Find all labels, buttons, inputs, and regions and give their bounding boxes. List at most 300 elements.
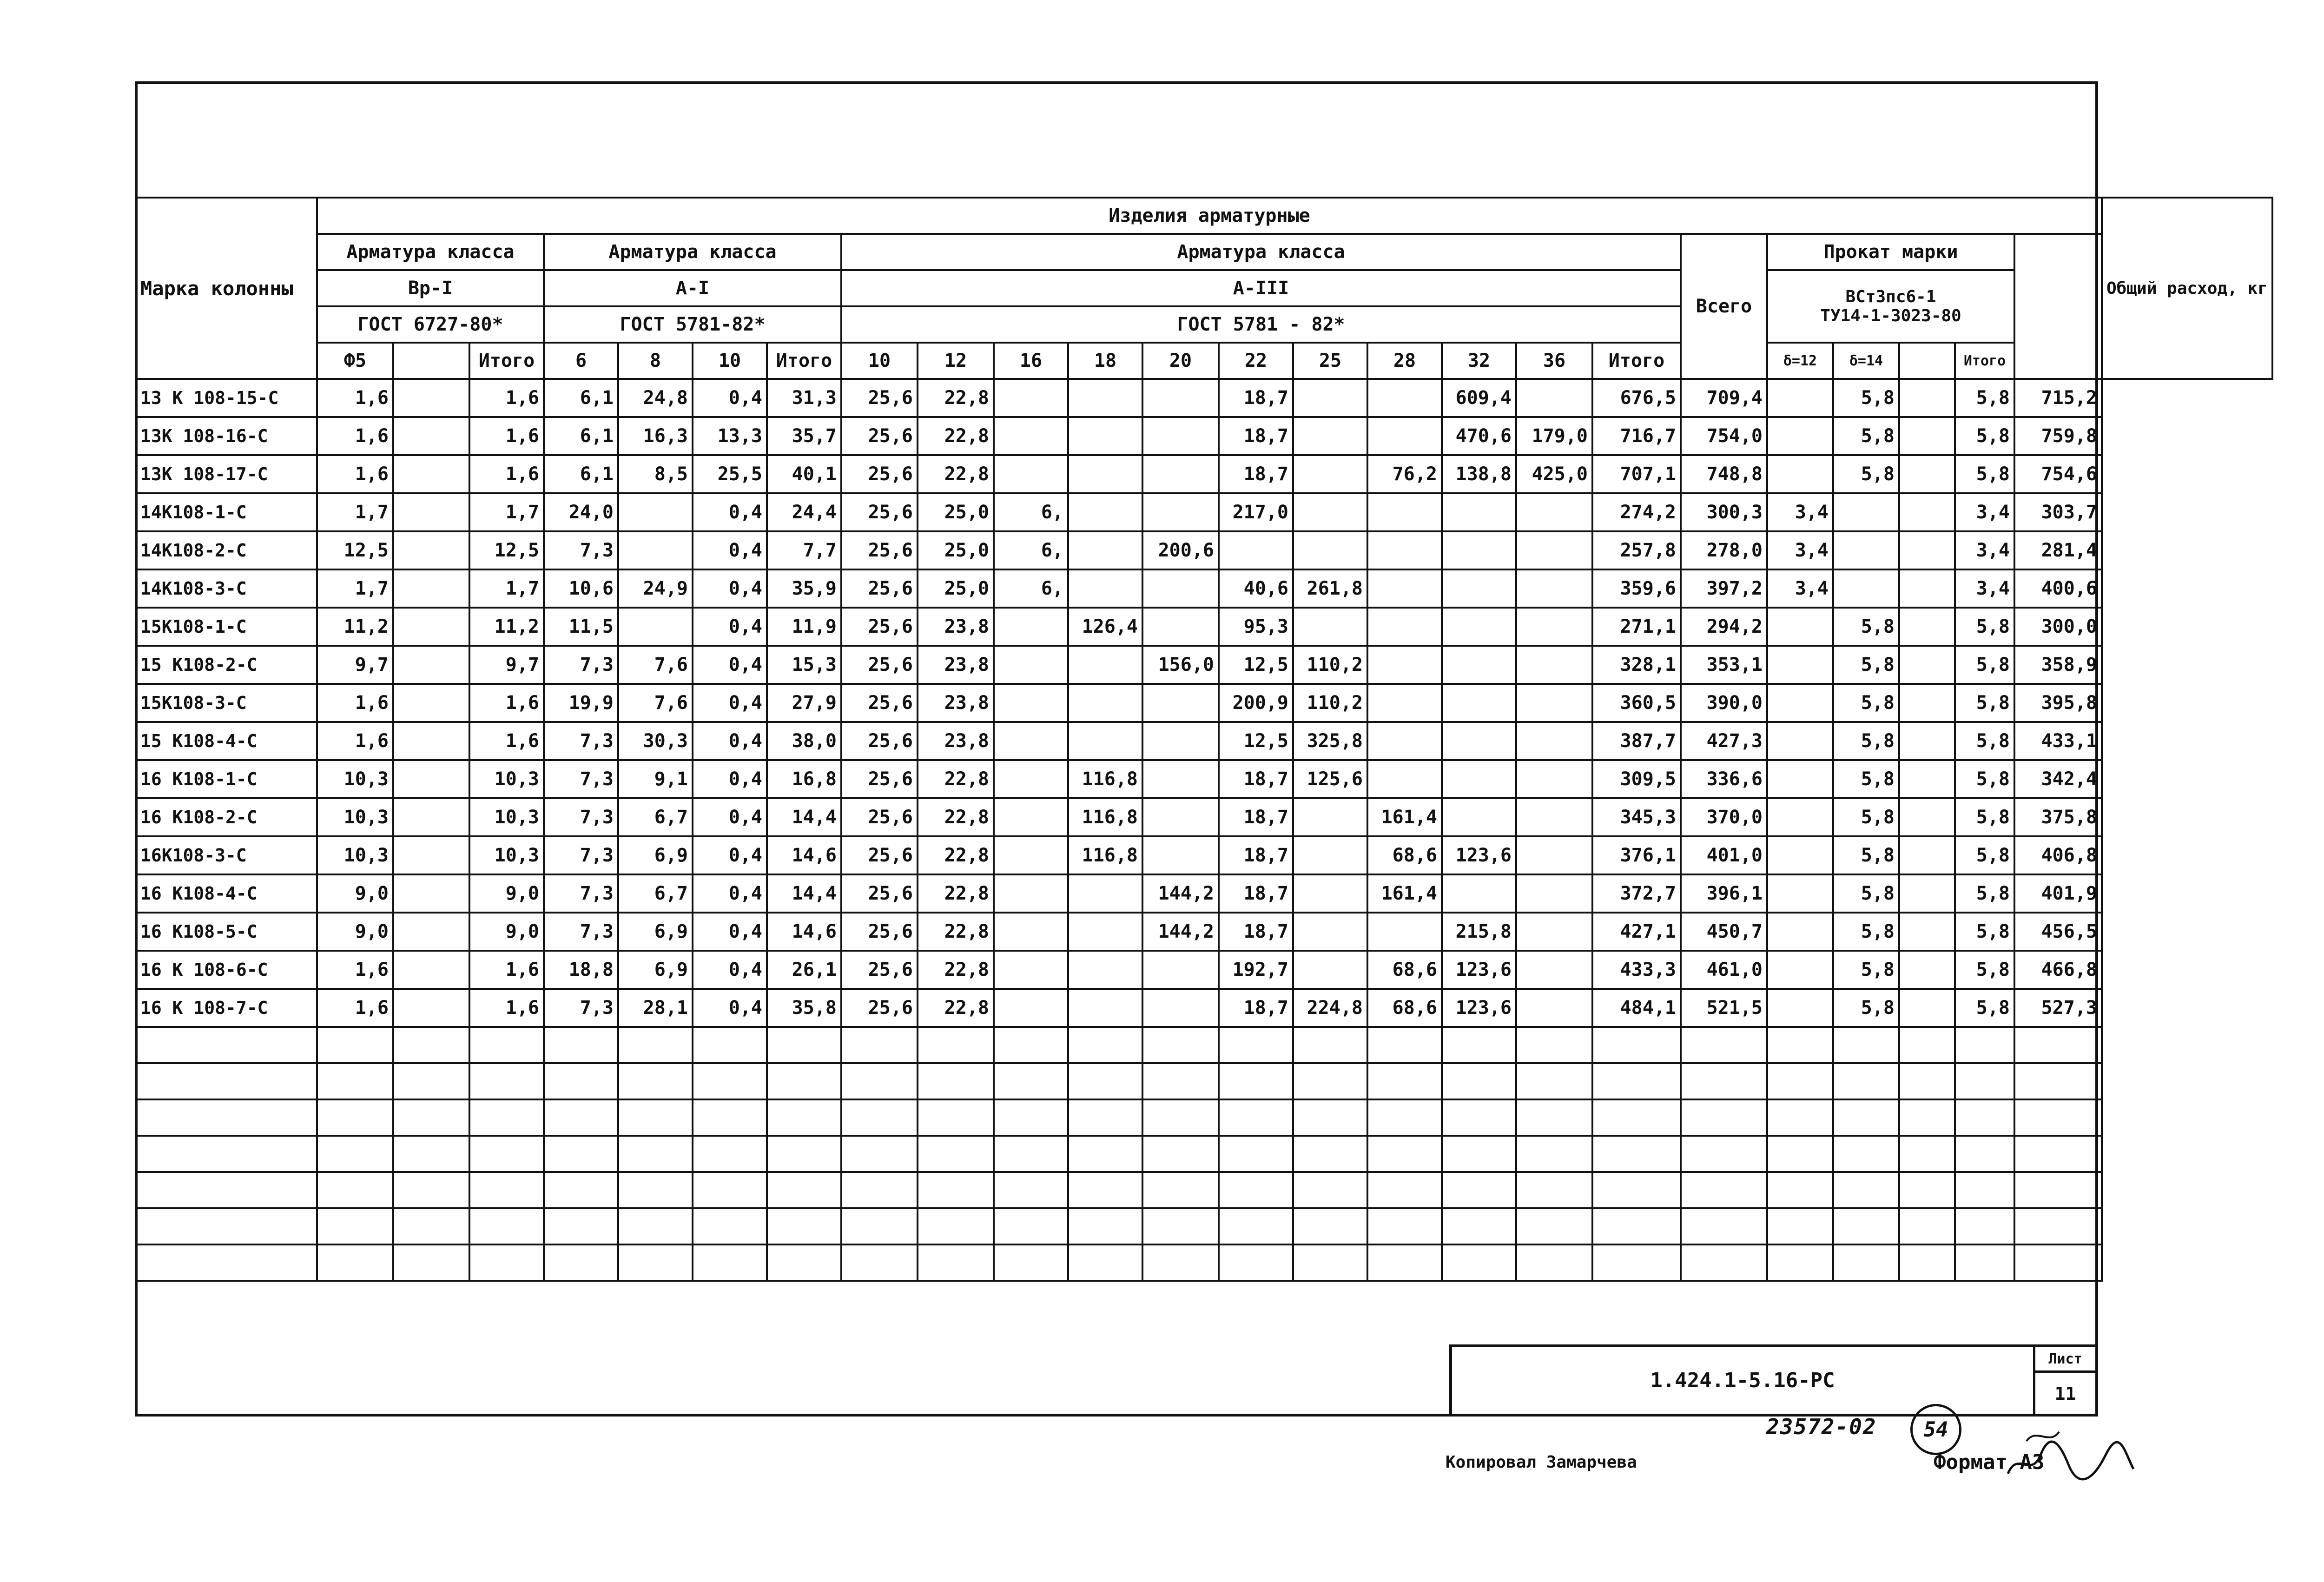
empty-cell <box>1367 1244 1442 1281</box>
value-cell: 6,7 <box>618 874 693 913</box>
value-cell: 401,0 <box>1681 836 1767 874</box>
value-cell: 9,0 <box>469 874 544 913</box>
value-cell: 6,1 <box>544 455 618 493</box>
table-row <box>136 989 2272 1027</box>
empty-cell <box>1367 1099 1442 1136</box>
value-cell: 10,3 <box>317 836 393 874</box>
group-prokat-spec <box>1767 270 2014 343</box>
value-cell <box>1142 417 1219 455</box>
value-cell <box>1293 379 1367 417</box>
value-cell <box>1767 608 1833 646</box>
empty-cell <box>618 1063 693 1099</box>
empty-cell <box>918 1208 994 1244</box>
value-cell: 161,4 <box>1367 874 1442 913</box>
value-cell: 22,8 <box>918 989 994 1027</box>
empty-cell <box>1442 1172 1516 1208</box>
value-cell <box>1219 531 1293 569</box>
empty-cell <box>2014 1063 2102 1099</box>
empty-cell <box>1367 1136 1442 1172</box>
value-cell: 5,8 <box>1955 646 2014 684</box>
value-cell <box>1516 684 1592 722</box>
value-cell: 22,8 <box>918 417 994 455</box>
empty-cell <box>1219 1063 1293 1099</box>
value-cell: 12,5 <box>1219 646 1293 684</box>
value-cell: 5,8 <box>1833 417 1899 455</box>
value-cell <box>1068 951 1142 989</box>
group-vr1-title: Арматура класса <box>317 234 544 270</box>
value-cell <box>1767 379 1833 417</box>
column-mark-cell: 16 К 108-6-С <box>136 951 317 989</box>
empty-cell <box>1592 1208 1681 1244</box>
empty-cell <box>1681 1208 1767 1244</box>
subheader-cell: 25 <box>1293 343 1367 379</box>
value-cell: 300,3 <box>1681 493 1767 531</box>
empty-cell <box>136 1136 317 1172</box>
empty-row <box>136 1172 2272 1208</box>
value-cell <box>1899 646 1955 684</box>
value-cell <box>393 646 469 684</box>
value-cell <box>1516 760 1592 798</box>
value-cell: 14,4 <box>767 874 841 913</box>
value-cell: 3,4 <box>1955 493 2014 531</box>
value-cell: 200,6 <box>1142 531 1219 569</box>
subheader-cell <box>1899 343 1955 379</box>
value-cell <box>994 951 1068 989</box>
value-cell <box>1068 531 1142 569</box>
value-cell <box>1142 836 1219 874</box>
value-cell: 325,8 <box>1293 722 1367 760</box>
value-cell <box>994 836 1068 874</box>
empty-cell <box>2014 1027 2102 1063</box>
empty-cell <box>1142 1027 1219 1063</box>
empty-cell <box>1367 1027 1442 1063</box>
value-cell: 0,4 <box>693 646 767 684</box>
value-cell: 25,6 <box>841 874 918 913</box>
empty-cell <box>1681 1172 1767 1208</box>
value-cell: 456,5 <box>2014 913 2102 951</box>
value-cell: 676,5 <box>1592 379 1681 417</box>
value-cell: 0,4 <box>693 874 767 913</box>
value-cell: 13,3 <box>693 417 767 455</box>
value-cell: 23,8 <box>918 608 994 646</box>
value-cell <box>1899 989 1955 1027</box>
value-cell <box>1442 874 1516 913</box>
group-vr1-class: Вр-I <box>317 270 544 306</box>
value-cell: 11,2 <box>469 608 544 646</box>
value-cell <box>1516 646 1592 684</box>
value-cell: 5,8 <box>1955 684 2014 722</box>
value-cell <box>1516 874 1592 913</box>
value-cell: 6,7 <box>618 798 693 836</box>
value-cell: 6, <box>994 569 1068 608</box>
value-cell: 1,6 <box>469 989 544 1027</box>
value-cell <box>1833 493 1899 531</box>
column-mark-cell: 13 К 108-15-С <box>136 379 317 417</box>
value-cell: 192,7 <box>1219 951 1293 989</box>
value-cell <box>1367 493 1442 531</box>
value-cell: 3,4 <box>1955 569 2014 608</box>
value-cell: 22,8 <box>918 455 994 493</box>
value-cell <box>1833 531 1899 569</box>
empty-cell <box>1899 1208 1955 1244</box>
empty-cell <box>1219 1027 1293 1063</box>
value-cell: 1,6 <box>317 989 393 1027</box>
value-cell: 110,2 <box>1293 684 1367 722</box>
value-cell: 14,6 <box>767 836 841 874</box>
value-cell: 5,8 <box>1833 760 1899 798</box>
empty-cell <box>1767 1063 1833 1099</box>
value-cell: 28,1 <box>618 989 693 1027</box>
value-cell <box>1899 913 1955 951</box>
page-number-circle: 54 <box>1910 1404 1961 1455</box>
value-cell: 466,8 <box>2014 951 2102 989</box>
handwritten-signature <box>1999 1423 2138 1488</box>
value-cell <box>1367 417 1442 455</box>
value-cell: 5,8 <box>1955 874 2014 913</box>
value-cell: 11,9 <box>767 608 841 646</box>
value-cell: 10,3 <box>469 798 544 836</box>
empty-cell <box>1833 1027 1899 1063</box>
empty-row <box>136 1244 2272 1281</box>
value-cell: 1,6 <box>469 455 544 493</box>
subheader-cell: 28 <box>1367 343 1442 379</box>
value-cell: 278,0 <box>1681 531 1767 569</box>
value-cell: 9,0 <box>317 874 393 913</box>
value-cell <box>393 455 469 493</box>
empty-cell <box>1767 1172 1833 1208</box>
value-cell: 116,8 <box>1068 760 1142 798</box>
empty-cell <box>544 1244 618 1281</box>
value-cell <box>994 646 1068 684</box>
value-cell <box>393 913 469 951</box>
value-cell: 10,3 <box>317 760 393 798</box>
empty-cell <box>994 1027 1068 1063</box>
value-cell <box>393 798 469 836</box>
value-cell: 68,6 <box>1367 951 1442 989</box>
value-cell <box>1767 684 1833 722</box>
value-cell: 126,4 <box>1068 608 1142 646</box>
value-cell: 1,6 <box>317 455 393 493</box>
value-cell <box>393 684 469 722</box>
value-cell: 294,2 <box>1681 608 1767 646</box>
value-cell: 5,8 <box>1955 455 2014 493</box>
empty-cell <box>1142 1099 1219 1136</box>
empty-cell <box>841 1244 918 1281</box>
value-cell <box>1767 989 1833 1027</box>
value-cell: 5,8 <box>1833 722 1899 760</box>
empty-cell <box>1592 1099 1681 1136</box>
value-cell: 0,4 <box>693 836 767 874</box>
empty-cell <box>1442 1244 1516 1281</box>
value-cell: 22,8 <box>918 913 994 951</box>
value-cell: 5,8 <box>1955 913 2014 951</box>
value-cell: 110,2 <box>1293 646 1367 684</box>
value-cell: 9,0 <box>469 913 544 951</box>
value-cell <box>1899 455 1955 493</box>
value-cell: 1,6 <box>317 951 393 989</box>
value-cell: 23,8 <box>918 684 994 722</box>
value-cell: 25,6 <box>841 455 918 493</box>
value-cell <box>1899 951 1955 989</box>
value-cell: 25,0 <box>918 493 994 531</box>
empty-cell <box>1899 1099 1955 1136</box>
empty-cell <box>1899 1172 1955 1208</box>
value-cell <box>1142 569 1219 608</box>
sheet-number: 11 <box>2054 1383 2076 1404</box>
empty-cell <box>767 1208 841 1244</box>
value-cell: 30,3 <box>618 722 693 760</box>
value-cell: 6, <box>994 531 1068 569</box>
empty-cell <box>618 1027 693 1063</box>
empty-cell <box>918 1027 994 1063</box>
empty-cell <box>1442 1099 1516 1136</box>
empty-cell <box>544 1027 618 1063</box>
empty-cell <box>1293 1099 1367 1136</box>
value-cell: 5,8 <box>1833 646 1899 684</box>
value-cell <box>1068 455 1142 493</box>
value-cell <box>1367 722 1442 760</box>
value-cell: 38,0 <box>767 722 841 760</box>
empty-cell <box>1367 1208 1442 1244</box>
value-cell: 360,5 <box>1592 684 1681 722</box>
value-cell: 24,9 <box>618 569 693 608</box>
value-cell: 161,4 <box>1367 798 1442 836</box>
value-cell: 1,7 <box>317 493 393 531</box>
value-cell: 12,5 <box>1219 722 1293 760</box>
value-cell <box>1442 684 1516 722</box>
value-cell: 25,6 <box>841 531 918 569</box>
value-cell <box>1367 646 1442 684</box>
value-cell: 144,2 <box>1142 913 1219 951</box>
subheader-cell: δ=12 <box>1767 343 1833 379</box>
value-cell <box>393 493 469 531</box>
value-cell <box>1068 493 1142 531</box>
table-row <box>136 569 2272 608</box>
empty-cell <box>1293 1027 1367 1063</box>
empty-cell <box>393 1208 469 1244</box>
value-cell <box>1899 836 1955 874</box>
column-mark-cell: 15 К108-2-С <box>136 646 317 684</box>
value-cell: 10,3 <box>317 798 393 836</box>
value-cell: 138,8 <box>1442 455 1516 493</box>
value-cell: 300,0 <box>2014 608 2102 646</box>
empty-cell <box>1142 1063 1219 1099</box>
value-cell: 7,3 <box>544 646 618 684</box>
empty-cell <box>393 1027 469 1063</box>
empty-cell <box>767 1027 841 1063</box>
empty-cell <box>1955 1244 2014 1281</box>
empty-cell <box>767 1099 841 1136</box>
value-cell <box>1293 493 1367 531</box>
value-cell <box>994 379 1068 417</box>
empty-cell <box>994 1172 1068 1208</box>
value-cell: 200,9 <box>1219 684 1293 722</box>
value-cell <box>1068 417 1142 455</box>
value-cell <box>994 608 1068 646</box>
empty-cell <box>1219 1172 1293 1208</box>
value-cell <box>618 608 693 646</box>
empty-cell <box>1142 1244 1219 1281</box>
value-cell: 3,4 <box>1767 493 1833 531</box>
value-cell <box>1293 417 1367 455</box>
value-cell: 427,1 <box>1592 913 1681 951</box>
empty-cell <box>1899 1027 1955 1063</box>
empty-cell <box>918 1136 994 1172</box>
value-cell: 14,6 <box>767 913 841 951</box>
value-cell: 123,6 <box>1442 989 1516 1027</box>
value-cell <box>1767 836 1833 874</box>
empty-cell <box>136 1099 317 1136</box>
empty-cell <box>693 1136 767 1172</box>
value-cell: 5,8 <box>1833 836 1899 874</box>
value-cell: 754,0 <box>1681 417 1767 455</box>
empty-cell <box>1068 1099 1142 1136</box>
value-cell: 10,3 <box>469 836 544 874</box>
value-cell <box>1767 417 1833 455</box>
empty-cell <box>136 1244 317 1281</box>
value-cell <box>1516 798 1592 836</box>
value-cell <box>994 722 1068 760</box>
value-cell: 709,4 <box>1681 379 1767 417</box>
empty-cell <box>1592 1136 1681 1172</box>
empty-cell <box>1592 1027 1681 1063</box>
value-cell: 16,3 <box>618 417 693 455</box>
value-cell: 35,9 <box>767 569 841 608</box>
value-cell <box>1293 608 1367 646</box>
value-cell: 217,0 <box>1219 493 1293 531</box>
empty-cell <box>841 1063 918 1099</box>
value-cell: 68,6 <box>1367 836 1442 874</box>
value-cell <box>1767 455 1833 493</box>
prokat-tu: ТУ14-1-3023-80 <box>1820 306 1961 325</box>
empty-cell <box>1516 1172 1592 1208</box>
value-cell <box>1293 874 1367 913</box>
value-cell <box>1442 569 1516 608</box>
table-row <box>136 874 2272 913</box>
value-cell: 25,6 <box>841 569 918 608</box>
value-cell: 400,6 <box>2014 569 2102 608</box>
value-cell: 396,1 <box>1681 874 1767 913</box>
value-cell: 7,3 <box>544 798 618 836</box>
value-cell: 433,1 <box>2014 722 2102 760</box>
empty-cell <box>767 1063 841 1099</box>
subheader-cell: Итого <box>767 343 841 379</box>
value-cell: 3,4 <box>1767 569 1833 608</box>
value-cell: 18,7 <box>1219 836 1293 874</box>
table-row <box>136 531 2272 569</box>
value-cell <box>1899 569 1955 608</box>
empty-cell <box>994 1244 1068 1281</box>
table-row <box>136 684 2272 722</box>
value-cell <box>1142 608 1219 646</box>
value-cell: 5,8 <box>1955 722 2014 760</box>
value-cell: 376,1 <box>1592 836 1681 874</box>
value-cell <box>393 569 469 608</box>
value-cell: 179,0 <box>1516 417 1592 455</box>
empty-cell <box>1833 1208 1899 1244</box>
value-cell <box>1442 493 1516 531</box>
value-cell: 5,8 <box>1833 798 1899 836</box>
empty-cell <box>469 1027 544 1063</box>
value-cell: 95,3 <box>1219 608 1293 646</box>
value-cell: 7,3 <box>544 874 618 913</box>
empty-cell <box>393 1172 469 1208</box>
value-cell: 0,4 <box>693 379 767 417</box>
empty-cell <box>1068 1244 1142 1281</box>
table-top-spacer <box>136 161 2272 198</box>
value-cell: 68,6 <box>1367 989 1442 1027</box>
value-cell: 7,6 <box>618 684 693 722</box>
value-cell: 11,5 <box>544 608 618 646</box>
empty-cell <box>469 1136 544 1172</box>
empty-cell <box>1142 1208 1219 1244</box>
value-cell <box>1516 493 1592 531</box>
value-cell: 1,6 <box>317 379 393 417</box>
table-row <box>136 646 2272 684</box>
value-cell: 521,5 <box>1681 989 1767 1027</box>
value-cell <box>1516 608 1592 646</box>
value-cell: 215,8 <box>1442 913 1516 951</box>
table-row <box>136 608 2272 646</box>
value-cell <box>994 798 1068 836</box>
value-cell: 336,6 <box>1681 760 1767 798</box>
table-row <box>136 836 2272 874</box>
empty-cell <box>1899 1136 1955 1172</box>
value-cell: 0,4 <box>693 951 767 989</box>
value-cell: 6, <box>994 493 1068 531</box>
value-cell: 7,3 <box>544 989 618 1027</box>
empty-cell <box>544 1099 618 1136</box>
subheader-cell: Итого <box>1955 343 2014 379</box>
empty-cell <box>2014 1208 2102 1244</box>
empty-cell <box>136 1172 317 1208</box>
value-cell: 25,6 <box>841 722 918 760</box>
value-cell <box>393 760 469 798</box>
empty-cell <box>1833 1099 1899 1136</box>
empty-cell <box>136 1208 317 1244</box>
empty-cell <box>1955 1136 2014 1172</box>
value-cell: 0,4 <box>693 569 767 608</box>
empty-cell <box>469 1099 544 1136</box>
value-cell <box>1068 646 1142 684</box>
value-cell: 18,7 <box>1219 417 1293 455</box>
value-cell: 0,4 <box>693 989 767 1027</box>
value-cell: 14,4 <box>767 798 841 836</box>
value-cell <box>1899 417 1955 455</box>
value-cell: 401,9 <box>2014 874 2102 913</box>
value-cell: 10,3 <box>469 760 544 798</box>
empty-cell <box>317 1244 393 1281</box>
value-cell: 484,1 <box>1592 989 1681 1027</box>
empty-row <box>136 1208 2272 1244</box>
value-cell <box>1367 531 1442 569</box>
value-cell: 359,6 <box>1592 569 1681 608</box>
value-cell <box>1516 379 1592 417</box>
empty-cell <box>544 1063 618 1099</box>
value-cell <box>994 455 1068 493</box>
value-cell <box>1516 569 1592 608</box>
value-cell <box>1293 798 1367 836</box>
value-cell <box>393 951 469 989</box>
value-cell: 26,1 <box>767 951 841 989</box>
empty-cell <box>1767 1027 1833 1063</box>
value-cell: 7,3 <box>544 913 618 951</box>
empty-cell <box>317 1172 393 1208</box>
value-cell: 370,0 <box>1681 798 1767 836</box>
vsego-header: Всего <box>1681 234 1767 379</box>
value-cell <box>393 379 469 417</box>
title-block <box>1449 1344 2098 1417</box>
